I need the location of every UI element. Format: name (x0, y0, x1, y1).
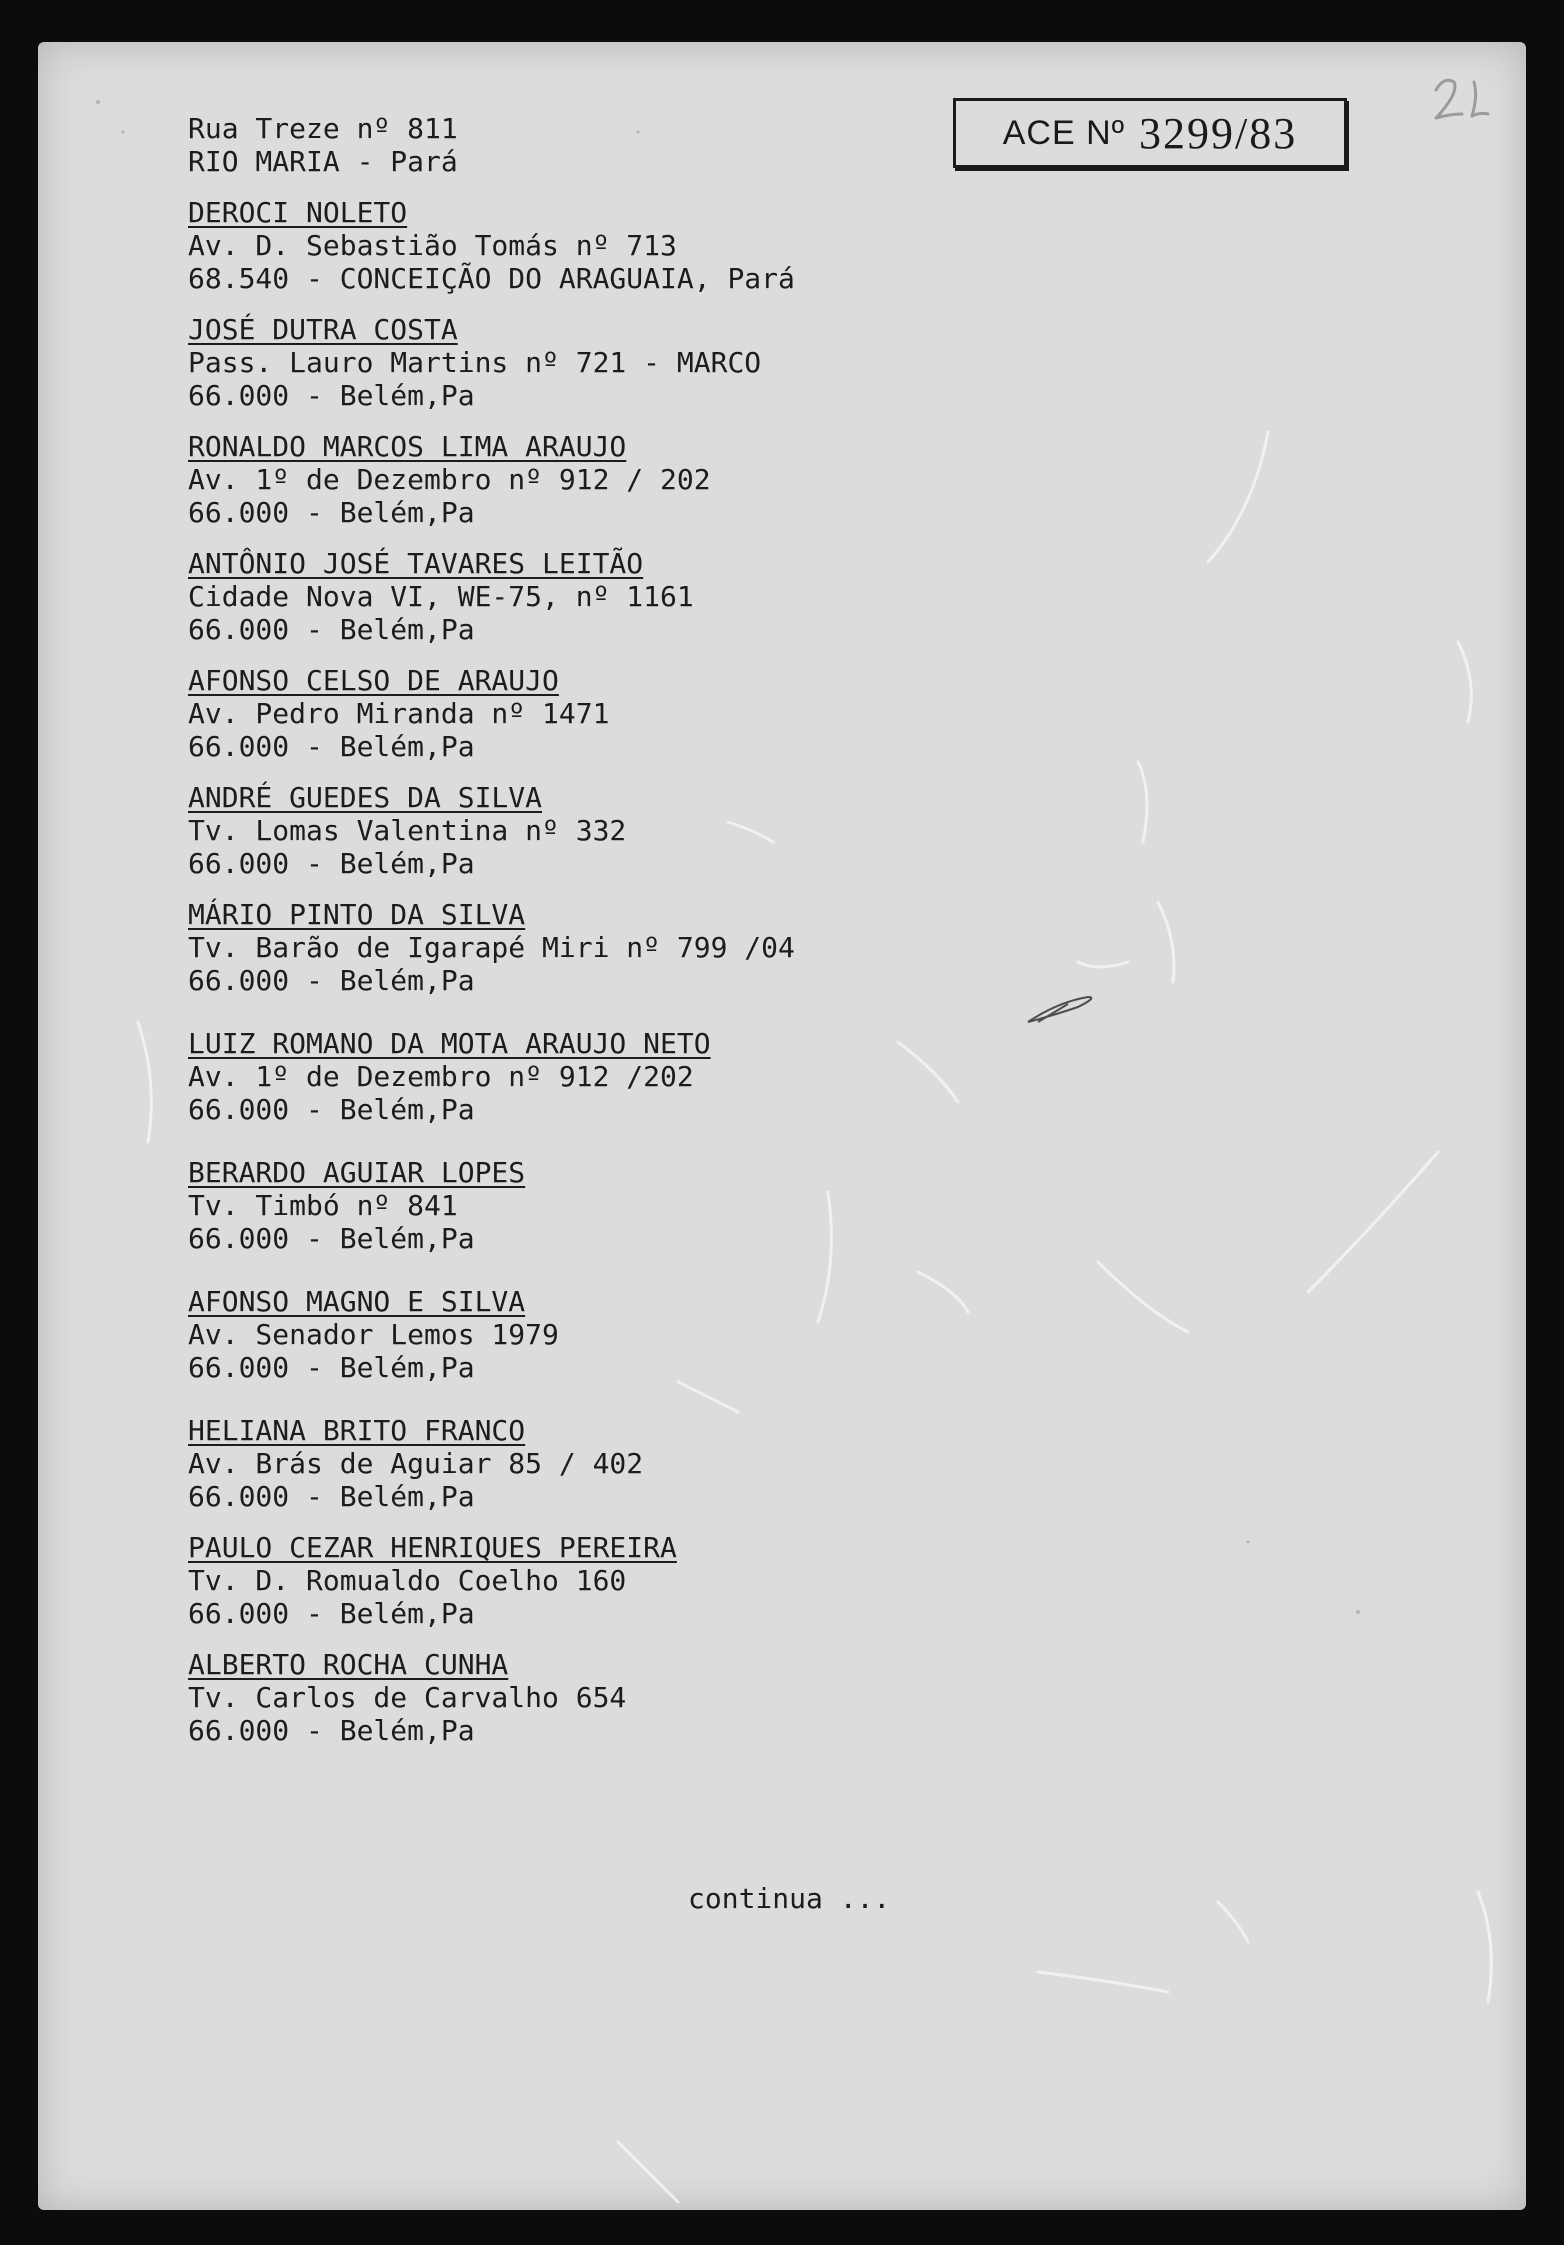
entry-name: ANTÔNIO JOSÉ TAVARES LEITÃO (188, 547, 644, 580)
entry-name: ANDRÉ GUEDES DA SILVA (188, 781, 543, 814)
intro-address (188, 112, 1088, 178)
entry-address-line: Tv. D. Romualdo Coelho 160 (188, 1564, 627, 1597)
address-entry (188, 781, 1088, 880)
entry-city-line: 66.000 - Belém,Pa (188, 964, 475, 997)
address-entry (188, 1027, 1088, 1126)
entry-address-line: Av. Senador Lemos 1979 (188, 1318, 559, 1351)
entry-city-line: 66.000 - Belém,Pa (188, 613, 475, 646)
entry-city-line: 66.000 - Belém,Pa (188, 1597, 475, 1630)
address-entry (188, 1531, 1088, 1630)
intro-line: RIO MARIA - Pará (188, 145, 458, 178)
entry-address-line: Av. Brás de Aguiar 85 / 402 (188, 1447, 644, 1480)
address-entry (188, 898, 1088, 997)
ace-number: 3299/83 (1139, 108, 1298, 158)
intro-line: Rua Treze nº 811 (188, 112, 458, 145)
address-entry (188, 430, 1088, 529)
entry-name: MÁRIO PINTO DA SILVA (188, 898, 526, 931)
entry-city-line: 66.000 - Belém,Pa (188, 1480, 475, 1513)
entry-city-line: 66.000 - Belém,Pa (188, 730, 475, 763)
entry-address-line: Tv. Lomas Valentina nº 332 (188, 814, 627, 847)
entry-name: AFONSO CELSO DE ARAUJO (188, 664, 559, 697)
address-entry (188, 196, 1088, 295)
address-list (188, 112, 1088, 1747)
entry-name: ALBERTO ROCHA CUNHA (188, 1648, 509, 1681)
entry-city-line: 66.000 - Belém,Pa (188, 847, 475, 880)
entry-name: PAULO CEZAR HENRIQUES PEREIRA (188, 1531, 677, 1564)
entry-address-line: Pass. Lauro Martins nº 721 - MARCO (188, 346, 762, 379)
address-entry (188, 1285, 1088, 1384)
address-entry (188, 547, 1088, 646)
continued-note: continua ... (688, 1882, 891, 1915)
entry-address-line: Tv. Carlos de Carvalho 654 (188, 1681, 627, 1714)
entry-address-line: Av. 1º de Dezembro nº 912 / 202 (188, 463, 711, 496)
document-page (38, 42, 1526, 2210)
entry-address-line: Tv. Timbó nº 841 (188, 1189, 458, 1222)
entry-name: LUIZ ROMANO DA MOTA ARAUJO NETO (188, 1027, 711, 1060)
ace-label: ACE Nº (1002, 113, 1126, 152)
handwritten-page-mark (1428, 68, 1498, 128)
entry-address-line: Cidade Nova VI, WE-75, nº 1161 (188, 580, 694, 613)
entry-address-line: Av. 1º de Dezembro nº 912 /202 (188, 1060, 694, 1093)
entry-name: JOSÉ DUTRA COSTA (188, 313, 458, 346)
entry-address-line: Av. D. Sebastião Tomás nº 713 (188, 229, 677, 262)
entry-city-line: 66.000 - Belém,Pa (188, 1714, 475, 1747)
entry-name: AFONSO MAGNO E SILVA (188, 1285, 526, 1318)
address-entry (188, 313, 1088, 412)
entry-address-line: Tv. Barão de Igarapé Miri nº 799 /04 (188, 931, 795, 964)
entry-name: HELIANA BRITO FRANCO (188, 1414, 526, 1447)
address-entry (188, 1414, 1088, 1513)
address-entry (188, 1648, 1088, 1747)
address-entry (188, 1156, 1088, 1255)
entry-city-line: 66.000 - Belém,Pa (188, 1093, 475, 1126)
entry-city-line: 68.540 - CONCEIÇÃO DO ARAGUAIA, Pará (188, 262, 795, 295)
entry-city-line: 66.000 - Belém,Pa (188, 1351, 475, 1384)
entry-city-line: 66.000 - Belém,Pa (188, 496, 475, 529)
address-entry (188, 664, 1088, 763)
entry-name: DEROCI NOLETO (188, 196, 408, 229)
entry-address-line: Av. Pedro Miranda nº 1471 (188, 697, 610, 730)
entry-name: RONALDO MARCOS LIMA ARAUJO (188, 430, 627, 463)
entry-city-line: 66.000 - Belém,Pa (188, 1222, 475, 1255)
entry-city-line: 66.000 - Belém,Pa (188, 379, 475, 412)
entry-name: BERARDO AGUIAR LOPES (188, 1156, 526, 1189)
